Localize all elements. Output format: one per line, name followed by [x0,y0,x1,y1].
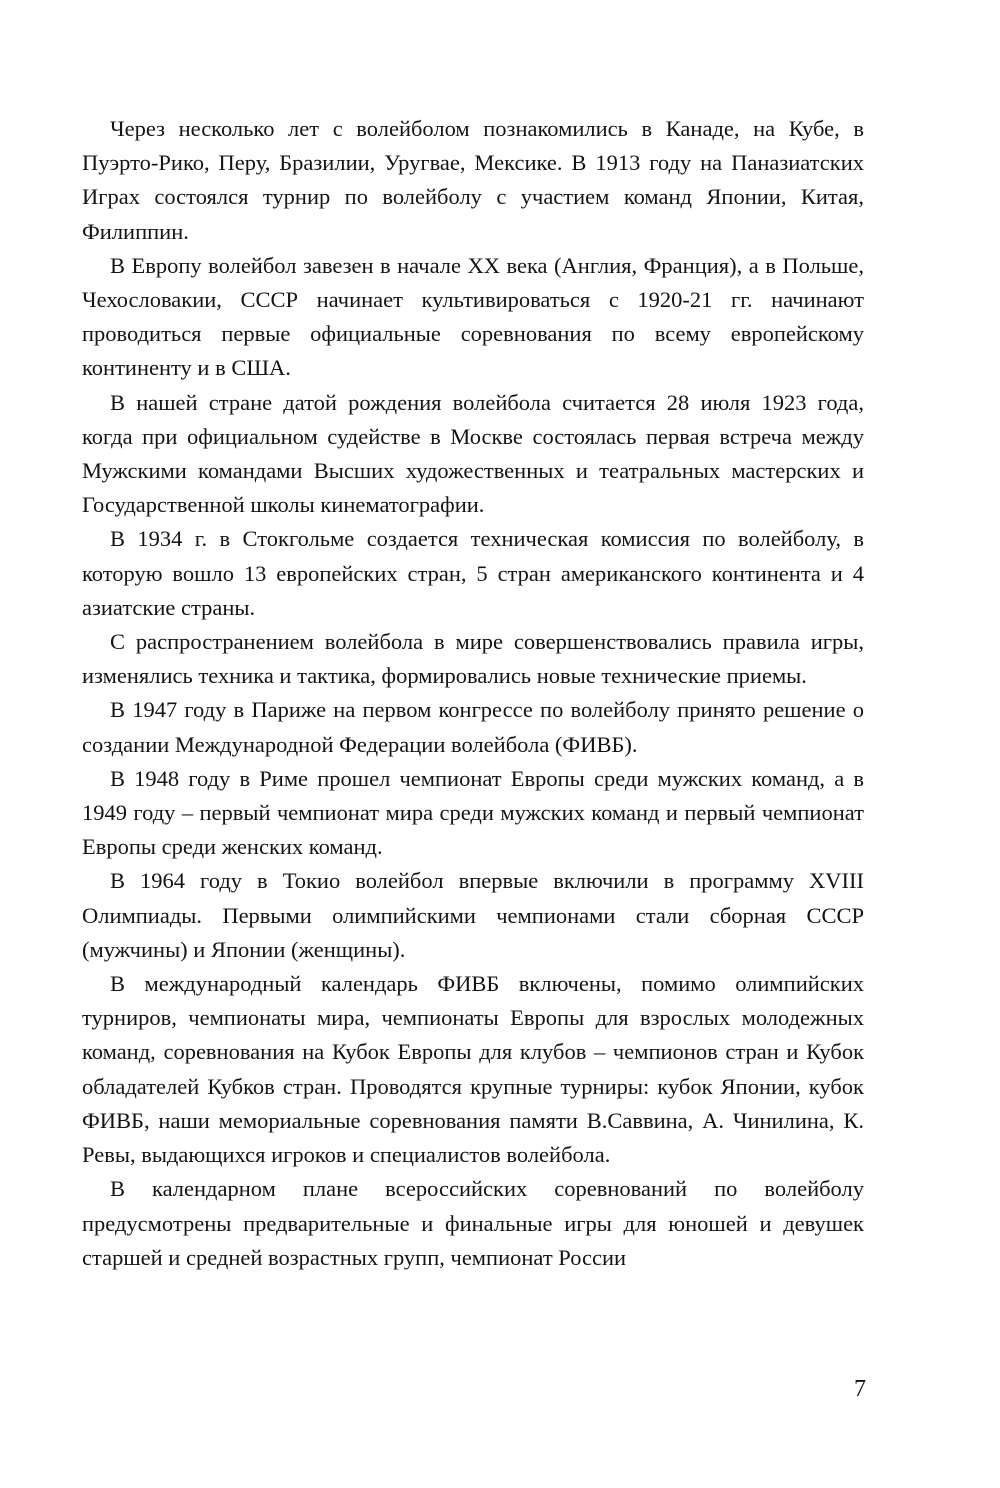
paragraph-8: В 1964 году в Токио волейбол впервые включили в программу XVIII Олимпиады. Первыми олимпийскими чемпионами стали сборная СССР (мужчины) и Японии (женщины). [82,868,864,962]
paragraph-1: Через несколько лет с волейболом познакомились в Канаде, на Кубе, в Пуэрто-Рико, Перу, Бразилии, Уругвае, Мексике. В 1913 году на Паназиатских Играх состоялся турнир по волейболу с участием команд Японии, Китая, Филиппин. [82,116,864,244]
paragraph-4: В 1934 г. в Стокгольме создается техническая комиссия по волейболу, в которую вошло 13 европейских стран, 5 стран американского континента и 4 азиатские страны. [82,526,864,620]
paragraph-6: В 1947 году в Париже на первом конгрессе по волейболу принято решение о создании Международной Федерации волейбола (ФИВБ). [82,697,864,757]
page-number: 7 [854,1376,866,1402]
paragraph-9: В международный календарь ФИВБ включены, помимо олимпийских турниров, чемпионаты мира, чемпионаты Европы для взрослых молодежных команд, соревнования на Кубок Европы для клубов – чемпионов стран и Кубок обладателей Кубков стран. Проводятся крупные турниры: кубок Японии, кубок ФИВБ, наши мемориальные соревнования памяти В.Саввина, А. Чинилина, К. Ревы, выдающихся игроков и специалистов волейбола. [82,971,864,1168]
body-text [82,112,864,1275]
paragraph-5: С распространением волейбола в мире совершенствовались правила игры, изменялись техника и тактика, формировались новые технические приемы. [82,629,864,689]
paragraph-7: В 1948 году в Риме прошел чемпионат Европы среди мужских команд, а в 1949 году – первый чемпионат мира среди мужских команд и первый чемпионат Европы среди женских команд. [82,765,864,860]
paragraph-10: В календарном плане всероссийских соревнований по волейболу предусмотрены предварительные и финальные игры для юношей и девушек старшей и средней возрастных групп, чемпионат России [82,1176,864,1270]
paragraph-3: В нашей стране датой рождения волейбола считается 28 июля 1923 года, когда при официальном судействе в Москве состоялась первая встреча между Мужскими командами Высших художественных и театральных мастерских и Государственной школы кинематографии. [82,389,864,518]
paragraph-2: В Европу волейбол завезен в начале XX века (Англия, Франция), а в Польше, Чехословакии, СССР начинает культивироваться с 1920-21 гг. начинают проводиться первые официальные соревнования по всему европейскому континенту и в США. [82,252,864,381]
